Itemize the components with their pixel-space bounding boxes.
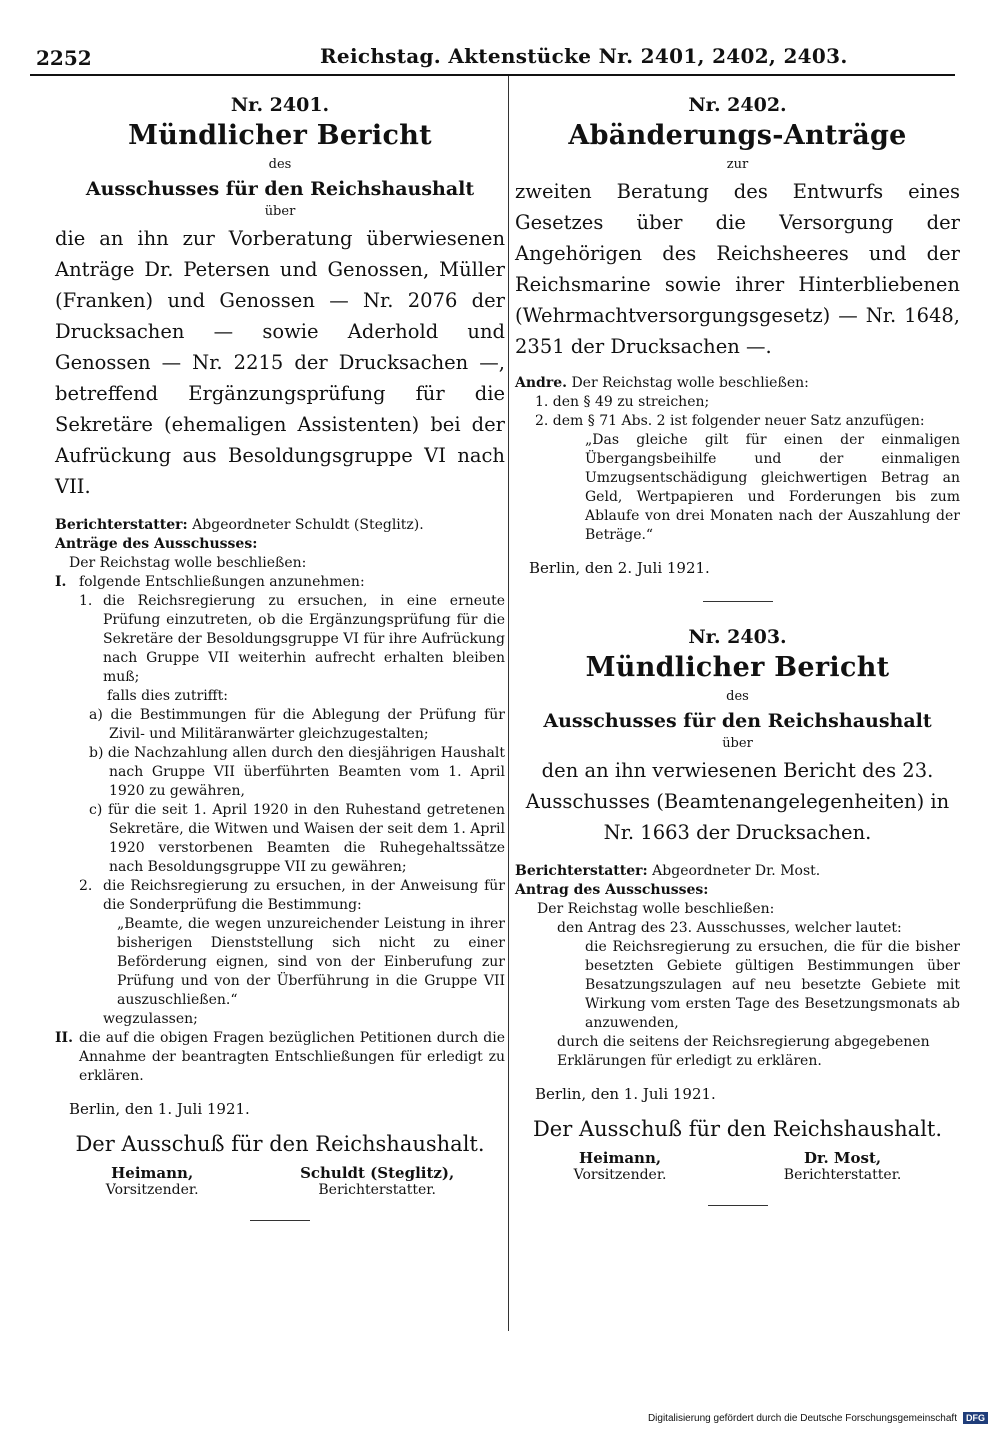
- ueber-label: über: [722, 736, 753, 751]
- dfg-logo: DFG: [963, 1412, 988, 1424]
- doc-title: Mündlicher Bericht: [128, 120, 432, 151]
- signer-name: Dr. Most,: [803, 1149, 882, 1167]
- amendment-item-1: 1. den § 49 zu streichen;: [535, 394, 710, 410]
- signer-role: Berichterstatter.: [318, 1182, 436, 1198]
- page-number: 2252: [36, 46, 92, 70]
- sub-item-b: b) die Nachzahlung allen durch den diesjährigen Haushalt nach Gruppe VII überführten Beamten vom 1. April 1920 zu gewähren,: [89, 745, 505, 799]
- amendment-item-2: 2. dem § 71 Abs. 2 ist folgender neuer Satz anzufügen:: [535, 413, 925, 429]
- item-text: die auf die obigen Fragen bezüglichen Petitionen durch die Annahme der beantragten Entschließungen für erledigt zu erklären.: [79, 1030, 505, 1084]
- amendment-date: Berlin, den 2. Juli 1921.: [529, 559, 710, 577]
- signer-role: Vorsitzender.: [105, 1182, 199, 1198]
- signatures: [515, 1149, 960, 1183]
- motion-intro: Der Reichstag wolle beschließen:: [69, 555, 307, 571]
- signature-chair: [106, 1164, 199, 1198]
- item-label: 1.: [79, 593, 93, 609]
- signature-chair: [574, 1149, 667, 1183]
- running-title: Reichstag. Aktenstücke Nr. 2401, 2402, 2403.: [320, 44, 848, 68]
- signer-name: Heimann,: [111, 1164, 194, 1182]
- signature-reporter: [784, 1149, 902, 1183]
- sub-item-a: a) die Bestimmungen für die Ablegung der Prüfung für Zivil- und Militäranwärter gleichzugestalten;: [89, 707, 505, 742]
- digitization-footer: [648, 1412, 988, 1424]
- right-column: [515, 86, 960, 1206]
- doc-title: Abänderungs-Anträge: [568, 120, 907, 151]
- condition-line: falls dies zutrifft:: [107, 688, 228, 704]
- header-rule: [30, 74, 955, 76]
- reporter-label: Berichterstatter:: [55, 517, 188, 533]
- report-date: Berlin, den 1. Juli 1921.: [69, 1100, 250, 1118]
- doc-number: Nr. 2403.: [688, 626, 787, 648]
- doc-title: Mündlicher Bericht: [585, 652, 890, 683]
- committee-name: Ausschusses für den Reichshaushalt: [543, 710, 932, 732]
- proposer-label: Andre.: [515, 375, 567, 391]
- sub-item-c: c) für die seit 1. April 1920 in den Ruhestand getretenen Sekretäre, die Witwen und Waisen der seit dem 1. April 1920 verstorbenen Beamten die Ruhegehaltssätze nach Besoldungsgruppe VII zu gewähren;: [89, 802, 505, 875]
- motion-line-1: den Antrag des 23. Ausschusses, welcher lautet:: [557, 920, 902, 936]
- column-rule: [508, 76, 509, 1331]
- document-2402: [515, 94, 960, 577]
- signatures: [55, 1164, 505, 1198]
- doc-number: Nr. 2402.: [688, 94, 787, 116]
- item-text: folgende Entschließungen anzunehmen:: [79, 574, 365, 590]
- separator-rule: [703, 601, 773, 602]
- report-subject: die an ihn zur Vorberatung überwiesenen Anträge Dr. Petersen und Genossen, Müller (Franken) und Genossen — Nr. 2076 der Drucksachen — sowie Aderhold und Genossen — Nr. 2215 der Drucksachen —, betreffend Ergänzungsprüfung für die Sekretäre (ehemaligen Assistenten) bei der Aufrückung aus Besoldungsgruppe VI nach VII.: [55, 227, 505, 498]
- wegzulassen-line: wegzulassen;: [103, 1011, 198, 1027]
- item-label: 2.: [79, 878, 93, 894]
- resolution-II: [55, 1029, 505, 1086]
- ueber-label: über: [264, 204, 296, 219]
- motion-intro: Der Reichstag wolle beschließen:: [571, 375, 809, 391]
- doc-number: Nr. 2401.: [230, 94, 330, 116]
- document-2401: [55, 86, 505, 1221]
- item-label: II.: [55, 1030, 73, 1046]
- signer-name: Heimann,: [579, 1149, 662, 1167]
- quoted-provision: „Beamte, die wegen unzureichender Leistung in ihrer bisherigen Dienststellung sich nicht zu einer Beförderung eignen, sind von der Einberufung zur Prüfung und von der Überführung in die Gruppe VII auszuschließen.“: [117, 916, 505, 1008]
- item-text: die Reichsregierung zu ersuchen, in eine erneute Prüfung einzutreten, ob die Ergänzungsprüfung für die Sekretäre der Besoldungsgruppe VI für ihre Aufrückung nach Gruppe VII weiterhin aufrecht erhalten bleiben muß;: [103, 593, 505, 685]
- motion-intro: Der Reichstag wolle beschließen:: [537, 901, 775, 917]
- resolution-I: [55, 573, 505, 592]
- reporter-name: Abgeordneter Schuldt (Steglitz).: [192, 517, 424, 533]
- motion-line-2: durch die seitens der Reichsregierung abgegebenen Erklärungen für erledigt zu erklären.: [557, 1034, 930, 1069]
- des-label: des: [726, 689, 749, 704]
- resolution-item-2: [55, 877, 505, 915]
- report-subject: den an ihn verwiesenen Bericht des 23. Ausschusses (Beamtenangelegenheiten) in Nr. 1663 der Drucksachen.: [525, 759, 950, 844]
- reporter-name: Abgeordneter Dr. Most.: [652, 863, 821, 879]
- motions-heading: Anträge des Ausschusses:: [55, 536, 258, 552]
- committee-signature: Der Ausschuß für den Reichshaushalt.: [75, 1132, 485, 1156]
- committee-name: Ausschusses für den Reichshaushalt: [85, 178, 475, 200]
- resolution-item-1: [55, 592, 505, 687]
- item-label: I.: [55, 574, 67, 590]
- reporter-label: Berichterstatter:: [515, 863, 648, 879]
- item-text: die Reichsregierung zu ersuchen, in der Anweisung für die Sonderprüfung die Bestimmung:: [103, 878, 505, 913]
- report-body: [55, 516, 505, 1086]
- committee-signature: Der Ausschuß für den Reichshaushalt.: [532, 1117, 943, 1141]
- amendment-subject: zweiten Beratung des Entwurfs eines Gesetzes über die Versorgung der Angehörigen des Reichsheeres und der Reichsmarine sowie ihrer Hinterbliebenen (Wehrmachtversorgungsgesetz) — Nr. 1648, 2351 der Drucksachen —.: [515, 180, 960, 358]
- quoted-motion: die Reichsregierung zu ersuchen, die für die bisher besetzten Gebiete gültigen Bestimmungen über Besatzungszulagen auf neu besetzte Gebiete mit Wirkung vom ersten Tage des Besetzungsmonats ab anzuwenden,: [585, 939, 960, 1031]
- signer-name: Schuldt (Steglitz),: [300, 1164, 455, 1182]
- signature-reporter: [300, 1164, 454, 1198]
- signer-role: Berichterstatter.: [783, 1167, 902, 1183]
- amendment-body: [515, 374, 960, 545]
- report-body: [515, 862, 960, 1071]
- report-date: Berlin, den 1. Juli 1921.: [535, 1085, 716, 1103]
- document-2403: [515, 626, 960, 1206]
- quoted-sentence: „Das gleiche gilt für einen der einmaligen Übergangsbeihilfe und der einmaligen Umzugsentschädigung gleichwertigen Betrag an Geld, Wertpapieren und Forderungen bis zum Ablaufe von drei Monaten nach der Auszahlung der Beträge.“: [585, 432, 960, 543]
- signer-role: Vorsitzender.: [573, 1167, 667, 1183]
- end-rule: [708, 1205, 768, 1206]
- des-label: des: [268, 157, 292, 172]
- end-rule: [250, 1220, 310, 1221]
- zur-label: zur: [726, 157, 749, 172]
- motion-heading: Antrag des Ausschusses:: [515, 882, 709, 898]
- footer-text: Digitalisierung gefördert durch die Deutsche Forschungsgemeinschaft: [647, 1412, 957, 1424]
